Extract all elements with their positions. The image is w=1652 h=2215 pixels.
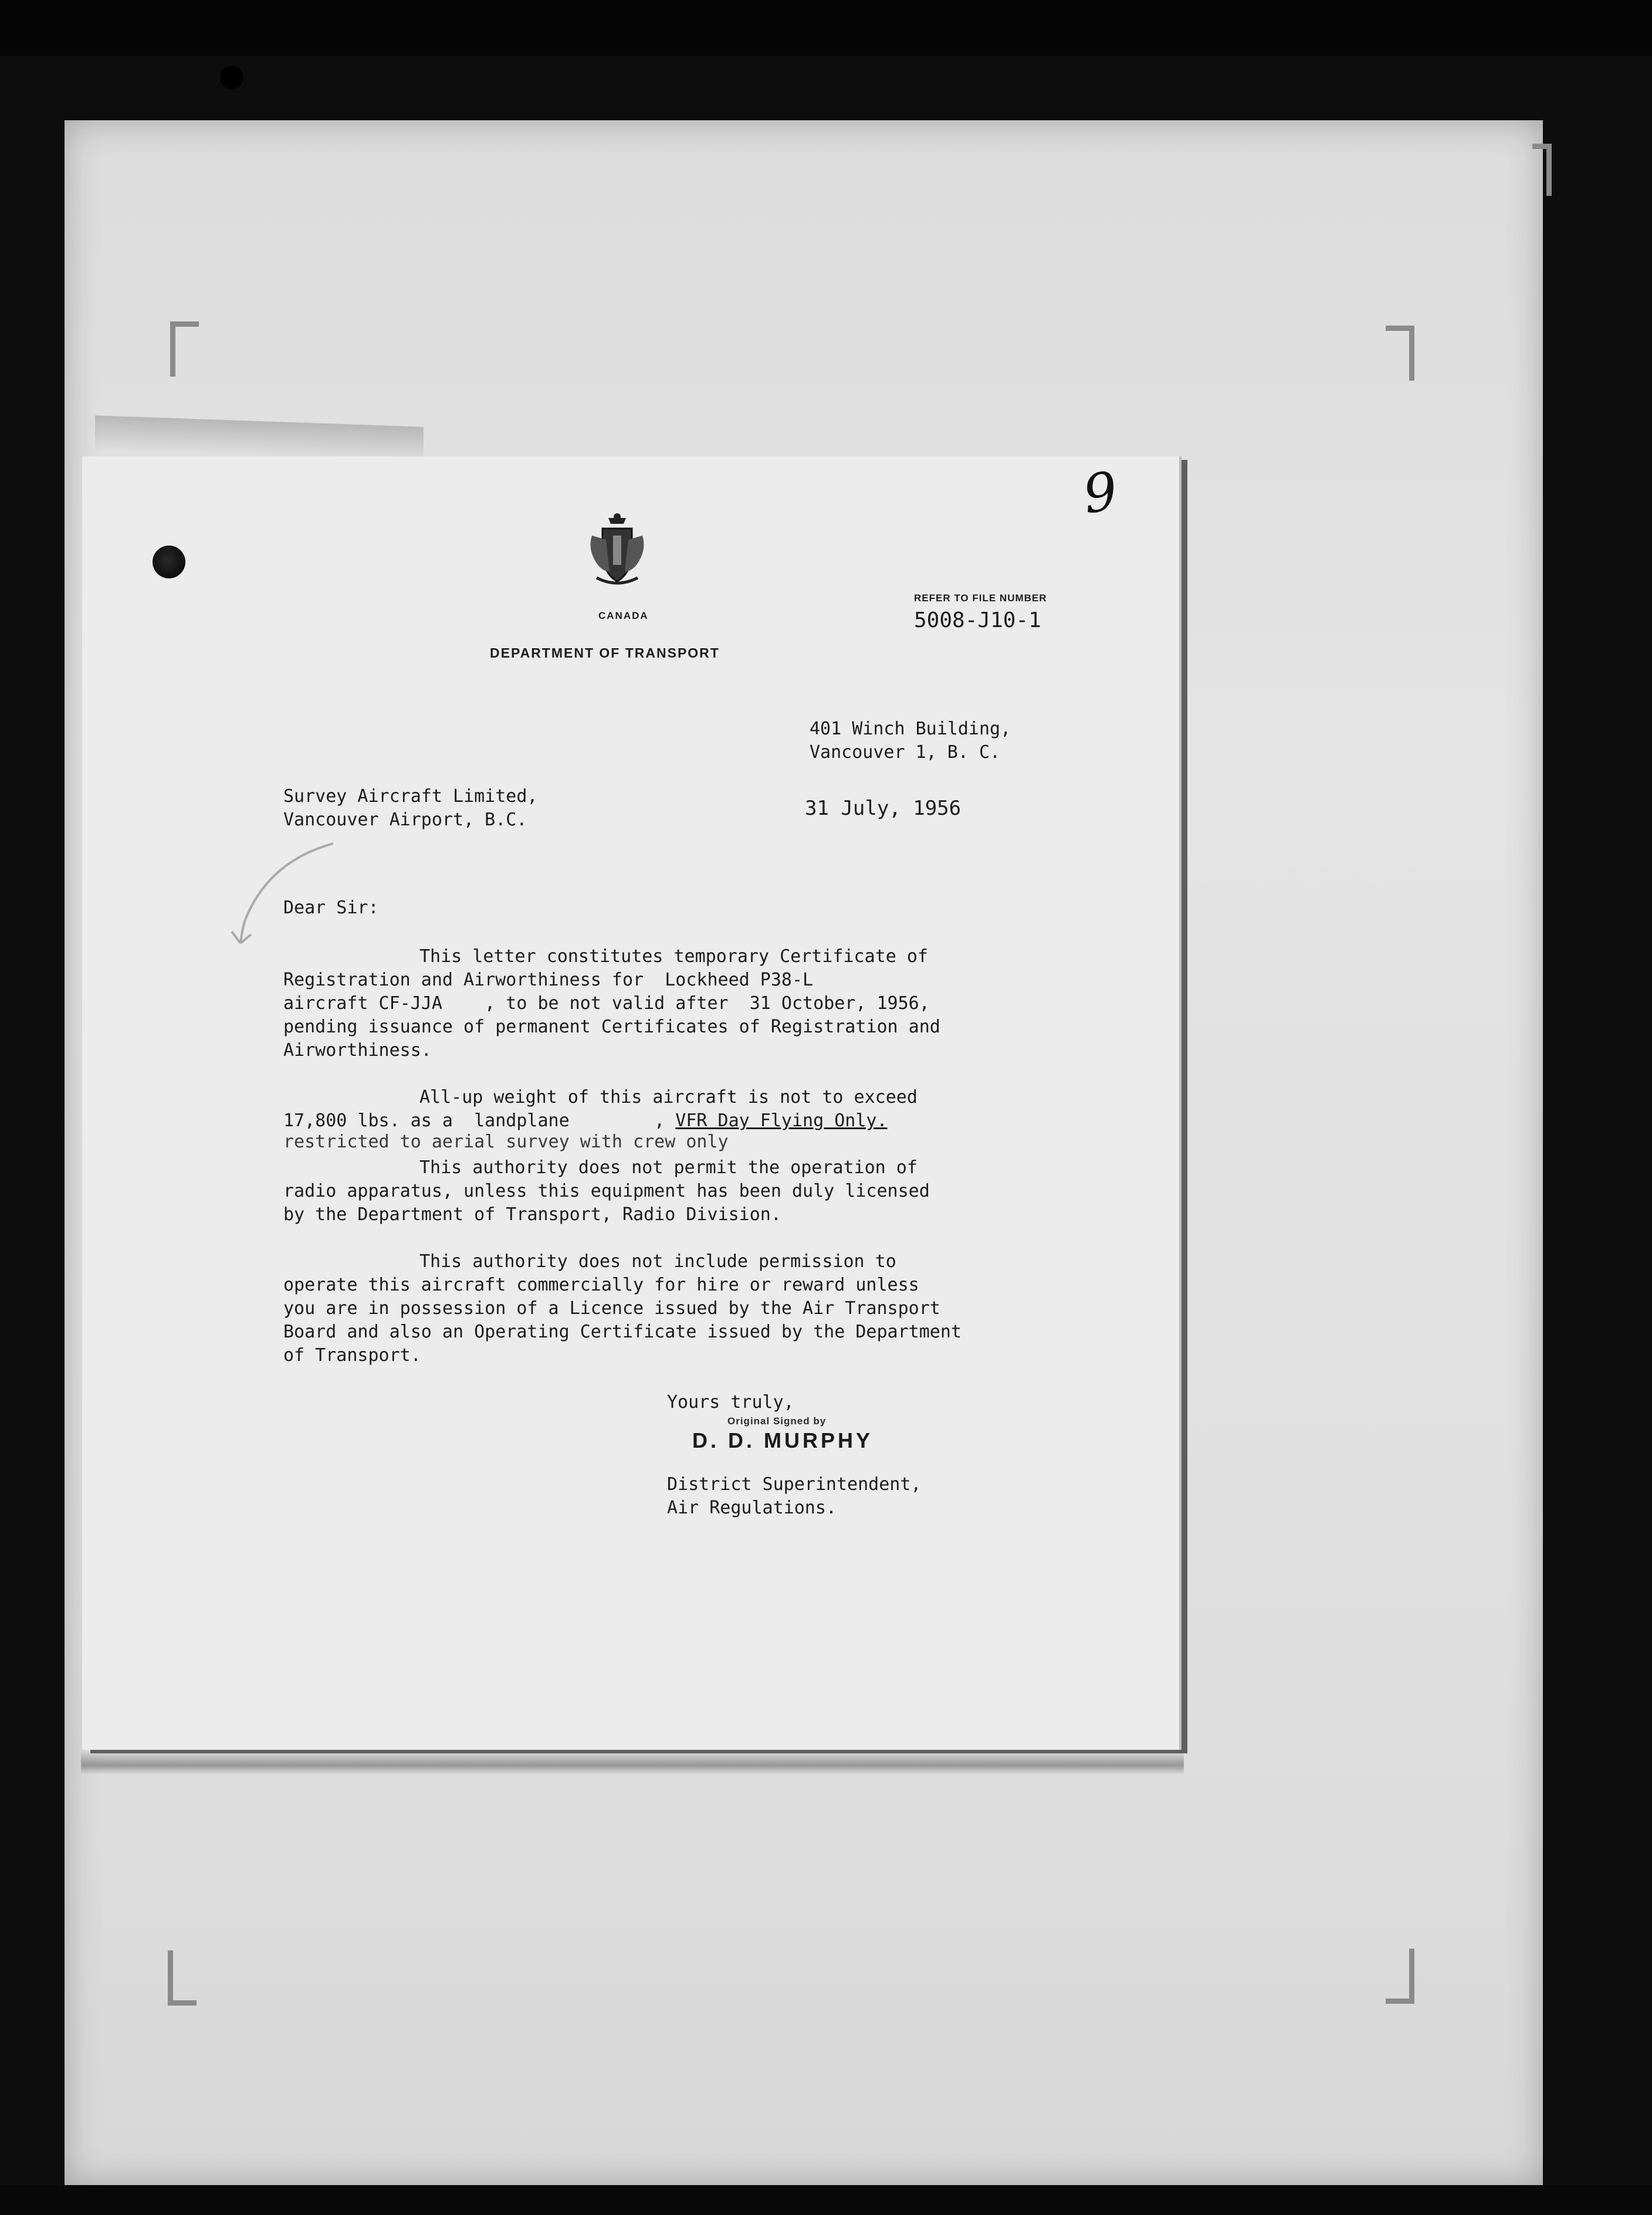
handwritten-page-number: 9 xyxy=(1079,460,1122,526)
recipient-line1: Survey Aircraft Limited, xyxy=(283,786,538,807)
body-p2-line3: restricted to aerial survey with crew only xyxy=(283,1132,729,1152)
letter-page xyxy=(82,456,1179,1750)
letterhead-country: CANADA xyxy=(598,610,649,621)
valediction: Yours truly, xyxy=(667,1392,794,1413)
body-p4-line2: operate this aircraft commercially for hire or reward unless xyxy=(283,1275,919,1295)
film-punch-hole xyxy=(220,66,243,89)
body-p1-line3: aircraft CF-JJA , to be not valid after 31 October, 1956, xyxy=(283,993,930,1014)
film-top-band xyxy=(0,0,1652,56)
crop-mark-bottom-left xyxy=(168,1950,197,2006)
letter-punch-hole xyxy=(153,546,185,578)
coat-of-arms-icon xyxy=(585,512,649,588)
crop-mark-top-left xyxy=(170,321,199,377)
crop-mark-frame-edge xyxy=(1532,144,1552,196)
sender-address-line1: 401 Winch Building, xyxy=(810,719,1011,739)
signature-stamp-line: Original Signed by xyxy=(727,1415,827,1427)
letterhead-department: DEPARTMENT OF TRANSPORT xyxy=(490,645,720,661)
body-p4-line3: you are in possession of a Licence issued by the Air Transport xyxy=(283,1298,940,1319)
recipient-line2: Vancouver Airport, B.C. xyxy=(283,810,527,830)
sender-address-line2: Vancouver 1, B. C. xyxy=(810,742,1001,763)
paper-curl-shadow-bottom xyxy=(81,1751,1184,1774)
body-p1-line2: Registration and Airworthiness for Lockheed P38-L xyxy=(283,970,814,990)
film-bottom-band xyxy=(0,2185,1652,2215)
file-number: 5008-J10-1 xyxy=(914,608,1041,632)
body-p3-line2: radio apparatus, unless this equipment has been duly licensed xyxy=(283,1181,930,1201)
body-p4-line5: of Transport. xyxy=(283,1345,421,1366)
weight-and-type: 17,800 lbs. as a landplane , xyxy=(283,1110,676,1131)
body-p3-line3: by the Department of Transport, Radio Division. xyxy=(283,1204,781,1225)
crop-mark-bottom-right xyxy=(1386,1949,1414,2004)
vfr-restriction: VFR Day Flying Only. xyxy=(675,1110,888,1131)
crop-mark-top-right xyxy=(1386,326,1414,381)
signature-stamp-name: D. D. MURPHY xyxy=(692,1428,874,1452)
letter-date: 31 July, 1956 xyxy=(805,797,962,820)
salutation: Dear Sir: xyxy=(283,897,379,918)
body-p1-line5: Airworthiness. xyxy=(283,1040,432,1061)
signer-title-line2: Air Regulations. xyxy=(667,1498,837,1518)
file-number-label: REFER TO FILE NUMBER xyxy=(914,592,1047,604)
body-p2-line2 xyxy=(283,1109,888,1133)
signer-title-line1: District Superintendent, xyxy=(667,1474,922,1495)
body-p1-line1: This letter constitutes temporary Certificate of xyxy=(419,946,928,967)
signature-stamp xyxy=(692,1415,939,1453)
body-p3-line1: This authority does not permit the operation of xyxy=(419,1157,918,1178)
body-p1-line4: pending issuance of permanent Certificates of Registration and xyxy=(283,1017,940,1037)
body-p4-line4: Board and also an Operating Certificate issued by the Department xyxy=(283,1322,962,1342)
body-p4-line1: This authority does not include permission to xyxy=(419,1251,896,1272)
body-p2-line1: All-up weight of this aircraft is not to exceed xyxy=(419,1087,918,1108)
